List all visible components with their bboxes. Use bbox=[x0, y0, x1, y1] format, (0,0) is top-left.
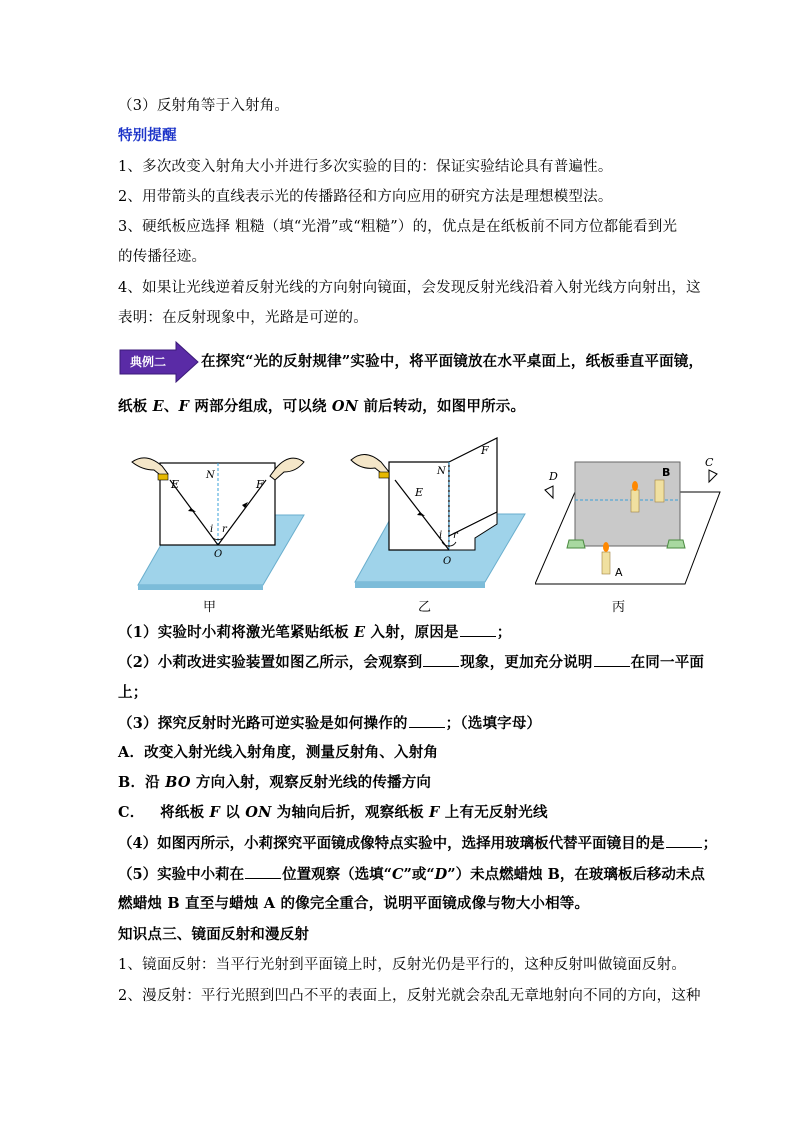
label-C: C bbox=[705, 456, 714, 469]
figure-yi bbox=[345, 432, 535, 590]
question-1: （1）实验时小莉将激光笔紧贴纸板 E 入射，原因是 ； bbox=[118, 624, 512, 641]
label-r: r bbox=[222, 524, 227, 535]
text-line: 的传播径迹。 bbox=[118, 249, 207, 265]
label-F: F bbox=[481, 444, 489, 457]
label-i: i bbox=[210, 524, 214, 535]
answer-blank[interactable] bbox=[594, 652, 630, 667]
figure-bing bbox=[535, 452, 725, 590]
example-tag-label: 典例二 bbox=[129, 355, 167, 369]
text-line: 2、用带箭头的直线表示光的传播路径和方向应用的研究方法是理想模型法。 bbox=[118, 189, 613, 205]
text-line: 表明：在反射现象中，光路是可逆的。 bbox=[118, 310, 368, 326]
example-text: 在探究“光的反射规律”实验中，将平面镜放在水平桌面上，纸板垂直平面镜， bbox=[201, 353, 704, 370]
text-line: 3、硬纸板应选择 粗糙（填“光滑”或“粗糙”）的，优点是在纸板前不同方位都能看到光 bbox=[118, 219, 678, 235]
text-line: 2、漫反射：平行光照到凹凸不平的表面上，反射光就会杂乱无章地射向不同的方向，这种 bbox=[118, 988, 701, 1004]
label-O: O bbox=[443, 556, 452, 567]
label-i: i bbox=[439, 530, 443, 541]
answer-blank[interactable] bbox=[460, 622, 496, 637]
label-E: E bbox=[171, 478, 180, 491]
caption-jia: 甲 bbox=[203, 600, 217, 615]
question-3: （3）探究反射时光路可逆实验是如何操作的 ；（选填字母） bbox=[118, 715, 542, 732]
option-a: A．改变入射光线入射角度，测量反射角、入射角 bbox=[118, 744, 439, 761]
section-heading: 特别提醒 bbox=[118, 127, 177, 144]
text-line: （3）反射角等于入射角。 bbox=[118, 98, 290, 114]
question-4: （4）如图丙所示，小莉探究平面镜成像特点实验中，选择用玻璃板代替平面镜目的是 ； bbox=[118, 835, 718, 852]
label-F: F bbox=[256, 478, 264, 491]
question-2: （2）小莉改进实验装置如图乙所示，会观察到 现象，更加充分说明 在同一平面 bbox=[118, 654, 705, 671]
text-line: 1、多次改变入射角大小并进行多次实验的目的：保证实验结论具有普遍性。 bbox=[118, 159, 613, 175]
answer-blank[interactable] bbox=[409, 713, 445, 728]
option-c: C． 将纸板 F 以 ON 为轴向后折，观察纸板 F 上有无反射光线 bbox=[118, 804, 548, 821]
example-tag bbox=[118, 340, 200, 384]
label-r: r bbox=[453, 530, 458, 541]
label-A: A bbox=[615, 566, 623, 579]
answer-blank[interactable] bbox=[666, 833, 702, 848]
option-b: B．沿 BO 方向入射，观察反射光线的传播方向 bbox=[118, 774, 432, 791]
label-N: N bbox=[206, 470, 215, 481]
label-N: N bbox=[437, 466, 446, 477]
text-line: 1、镜面反射：当平行光射到平面镜上时，反射光仍是平行的，这种反射叫做镜面反射。 bbox=[118, 957, 687, 973]
answer-blank[interactable] bbox=[245, 864, 281, 879]
label-E: E bbox=[415, 486, 424, 499]
question-5: （5）实验中小莉在 位置观察（选填“C”或“D”）未点燃蜡烛 B，在玻璃板后移动未点 bbox=[118, 866, 705, 883]
label-O: O bbox=[214, 549, 223, 560]
caption-yi: 乙 bbox=[418, 600, 432, 615]
question-5-cont: 燃蜡烛 B 直至与蜡烛 A 的像完全重合，说明平面镜成像与物大小相等。 bbox=[118, 895, 590, 912]
label-D: D bbox=[549, 470, 558, 483]
section-heading: 知识点三、镜面反射和漫反射 bbox=[118, 926, 310, 943]
answer-blank[interactable] bbox=[423, 652, 459, 667]
figure-jia bbox=[118, 440, 318, 590]
caption-bing: 丙 bbox=[612, 600, 626, 615]
text-line: 4、如果让光线逆着反射光线的方向射向镜面，会发现反射光线沿着入射光线方向射出，这 bbox=[118, 280, 701, 296]
label-B: B bbox=[662, 466, 671, 479]
example-text: 纸板 E、F 两部分组成，可以绕 ON 前后转动，如图甲所示。 bbox=[118, 398, 526, 415]
question-2-cont: 上； bbox=[118, 684, 148, 701]
